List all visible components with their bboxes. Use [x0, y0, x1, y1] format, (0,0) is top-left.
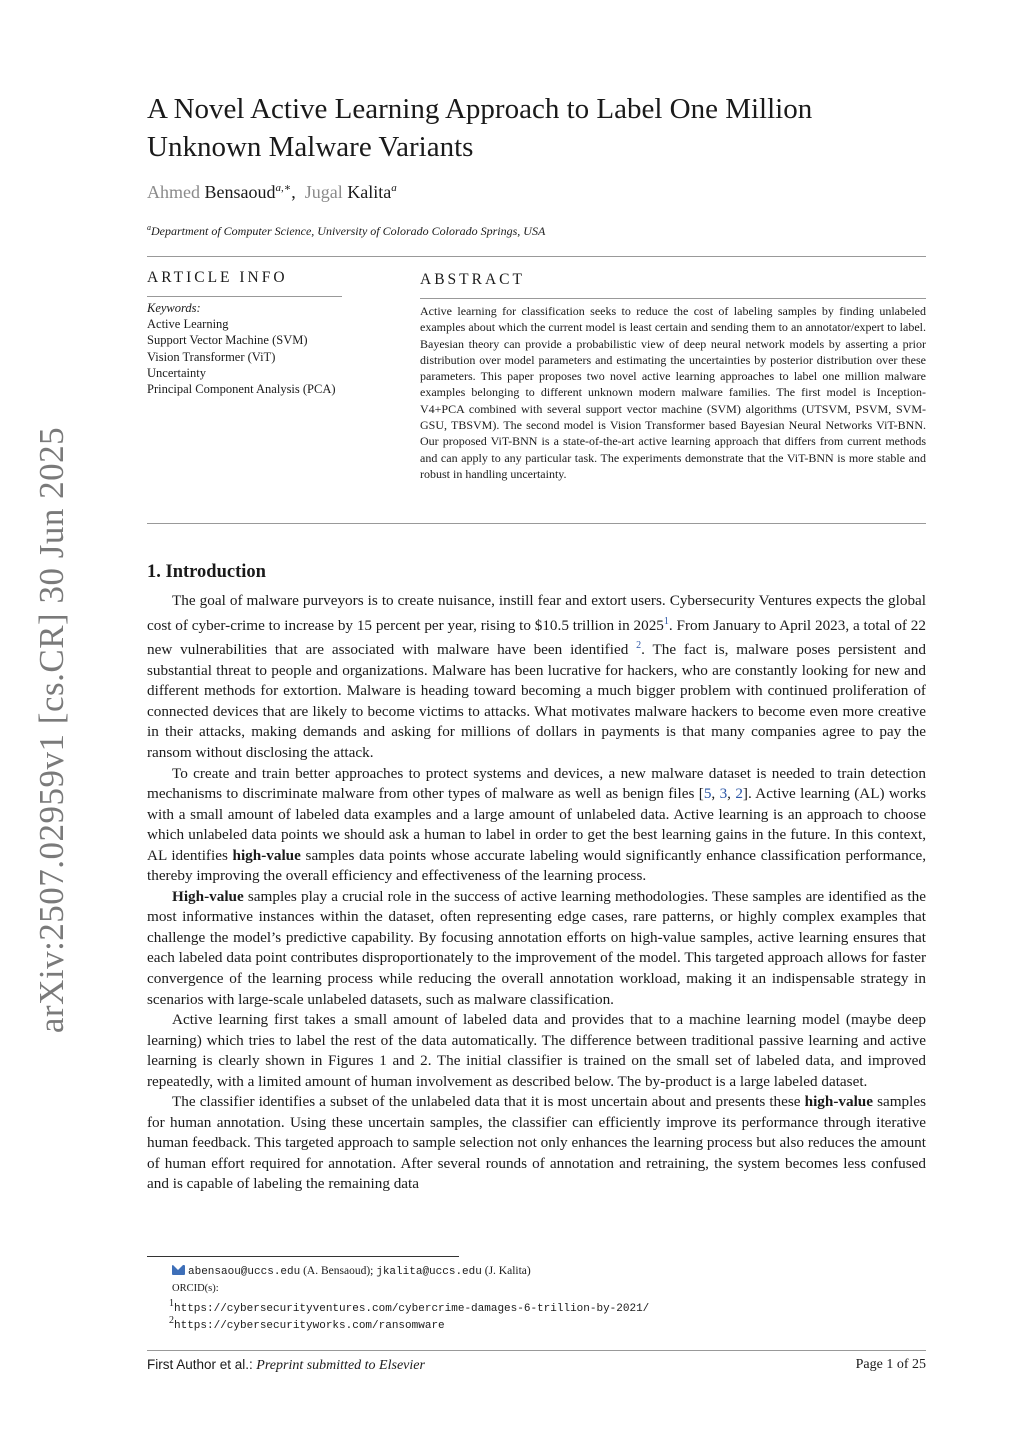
text-run: samples play a crucial role in the success of active learning methodologies. These samples are identified as the most informative instances within the dataset, often representing edge cases, rare patterns, or highly complex examples that challenge the model’s predictive capability. By focusing annotation efforts on high-value samples, active learning ensures that each labeled data point contributes disproportionately to the improvement of the model. This targeted approach allows for faster convergence of the learning process while reducing the overall annotation workload, making it an indispensable strategy in scenarios with large-scale unlabeled datasets, such as malware classification. [147, 887, 926, 1008]
affiliation-text: Department of Computer Science, University of Colorado Colorado Springs, USA [151, 224, 546, 238]
text-run: ]. Active learning (AL) works with a small amount of labeled data examples and a large amount of unlabeled data. Active learning is an approach to choose which unlabeled data points we should ask a human to label in order to get the best learning gains in the future. In this context, AL identifies [147, 785, 927, 864]
footer-venue: Preprint submitted to Elsevier [256, 1358, 425, 1373]
text-run: samples for human annotation. Using these uncertain samples, the classifier can efficiently improve its performance through iterative human feedback. This targeted approach to sample selection not only enhances the learning process but also reduces the amount of human effort required for annotation. After several rounds of annotation and retraining, the system becomes less confused and is capable of labeling the remaining data [147, 1093, 926, 1193]
author-1-marks: a,∗ [275, 182, 292, 194]
abstract-heading: ABSTRACT [420, 271, 525, 288]
keyword-item: Support Vector Machine (SVM) [147, 333, 308, 348]
text-run: . From January to April 2023, a total of 22 new vulnerabilities that are associated with malware have been identified [147, 616, 926, 659]
author-separator: , [291, 182, 296, 202]
author-1-given: Ahmed [147, 182, 200, 202]
abstract-divider-bottom [147, 523, 926, 524]
intro-paragraph-1 [147, 591, 926, 764]
text-run: (J. Kalita) [481, 1265, 531, 1277]
author-1-family: Bensaoud [204, 182, 276, 202]
footnote-url[interactable]: https://cybersecurityworks.com/ransomware [174, 1319, 445, 1332]
text-run: To create and train better approaches to protect systems and devices, a new malware dataset is needed to train detection mechanisms to discriminate malware from other types of malware as well as benign files [ [147, 764, 926, 803]
footnote-1 [169, 1298, 649, 1315]
citation-link[interactable]: 2 [735, 785, 743, 803]
header-divider [147, 256, 926, 257]
section-heading-introduction: 1. Introduction [147, 562, 266, 582]
footnote-divider [147, 1256, 459, 1257]
citation-link[interactable]: 5 [703, 785, 712, 803]
footnote-ref-1[interactable]: 1 [663, 615, 669, 627]
introduction-body [147, 591, 926, 1195]
text-run: (A. Bensaoud); [300, 1265, 377, 1277]
text-run: The classifier identifies a subset of the unlabeled data that it is most uncertain about and presents these [172, 1093, 805, 1111]
text-run: , [727, 785, 736, 803]
footnote-emails [172, 1265, 531, 1278]
author-2-marks: a [391, 182, 397, 194]
footnote-url[interactable]: https://cybersecurityventures.com/cybercrime-damages-6-trillion-by-2021/ [174, 1302, 650, 1315]
affiliation [147, 223, 545, 239]
paper-title [147, 90, 926, 166]
text-run: , [711, 785, 720, 803]
author-2-family: Kalita [347, 182, 392, 202]
citation-link[interactable]: 3 [719, 785, 728, 803]
intro-paragraph-3 [147, 887, 926, 1010]
footer-divider [147, 1350, 926, 1351]
keyword-item: Active Learning [147, 317, 229, 332]
envelope-icon [172, 1265, 185, 1275]
keyword-item: Principal Component Analysis (PCA) [147, 382, 336, 397]
footnote-number: 1 [169, 1298, 174, 1309]
arxiv-identifier: arXiv:2507.02959v1 [cs.CR] 30 Jun 2025 [32, 426, 71, 1034]
article-info-heading: ARTICLE INFO [147, 269, 288, 286]
bold-term: High-value [172, 887, 244, 905]
keywords-label: Keywords: [147, 301, 201, 315]
footnote-number: 2 [169, 1315, 174, 1326]
text-run: . The fact is, malware poses persistent and substantial threat to people and organizations. Malware has been lucrative for hackers, who are constantly looking for new and different methods for extortion. Malware is heading toward becoming a much bigger problem with continued proliferation of connected devices that are likely to become victims to attacks. What motivates malware hackers to become even more creative in their attacks, making demands and asking for millions of dollars in payments is that many companies agree to pay the ransom without disclosing the attack. [147, 641, 926, 761]
intro-paragraph-5 [147, 1092, 926, 1195]
author-list [147, 181, 397, 203]
intro-paragraph-2 [147, 764, 926, 887]
author-2-given: Jugal [304, 182, 343, 202]
bold-term: high-value [804, 1093, 873, 1111]
abstract-divider [420, 298, 926, 299]
footnote-2 [169, 1315, 445, 1332]
intro-paragraph-4: Active learning first takes a small amount of labeled data and provides that to a machine learning model (maybe deep learning) which tries to label the rest of the data automatically. The difference between traditional passive learning and active learning is clearly shown in Figures 1 and 2. The initial classifier is trained on the small set of labeled data, and improved repeatedly, with a limited amount of human involvement as described below. The by-product is a large labeled dataset. [147, 1011, 926, 1090]
title-line-1: A Novel Active Learning Approach to Label One Million [147, 93, 813, 125]
keywords-block [147, 300, 342, 397]
footer-author: First Author et al.: [147, 1357, 253, 1372]
title-line-2: Unknown Malware Variants [147, 131, 474, 163]
article-info [147, 268, 342, 397]
affiliation-mark: a [147, 223, 151, 232]
footnote-orcid: ORCID(s): [172, 1283, 219, 1294]
footer-citation [147, 1357, 425, 1374]
article-info-divider [147, 296, 342, 297]
text-run: The goal of malware purveyors is to create nuisance, instill fear and extort users. Cybersecurity Ventures expects the global cost of cyber-crime to increase by 15 percent per year, rising to $10.5 trillion in 2025 [147, 592, 926, 634]
text-run: samples data points whose accurate labeling would significantly enhance classification performance, thereby improving the overall efficiency and effectiveness of the learning process. [147, 846, 927, 885]
abstract-section [420, 270, 926, 482]
keyword-item: Vision Transformer (ViT) [147, 349, 276, 364]
email-link[interactable]: jkalita@uccs.edu [376, 1266, 482, 1278]
keyword-item: Uncertainty [147, 365, 207, 380]
bold-term: high-value [232, 846, 301, 864]
email-link[interactable]: abensaou@uccs.edu [188, 1266, 301, 1278]
footnote-ref-2[interactable]: 2 [636, 640, 642, 652]
abstract-text: Active learning for classification seeks to reduce the cost of labeling samples by finding unlabeled examples about which the current model is least certain and sending them to an annotator/expert to label. Bayesian theory can provide a probabilistic view of deep neural network models by asserting a prior distribution over model parameters and estimating the uncertainties by posterior distribution over these parameters. This paper proposes two novel active learning approaches to label one million malware examples belonging to different unknown modern malware families. The first model is Inception-V4+PCA combined with several support vector machine (SVM) algorithms (UTSVM, PSVM, SVM-GSU, TBSVM). The second model is Vision Transformer based Bayesian Neural Networks ViT-BNN. Our proposed ViT-BNN is a state-of-the-art active learning approach that differs from current methods and can apply to any particular task. The experiments demonstrate that the ViT-BNN is more stable and robust in handling uncertainty. [420, 304, 926, 481]
page-number: Page 1 of 25 [855, 1357, 926, 1372]
